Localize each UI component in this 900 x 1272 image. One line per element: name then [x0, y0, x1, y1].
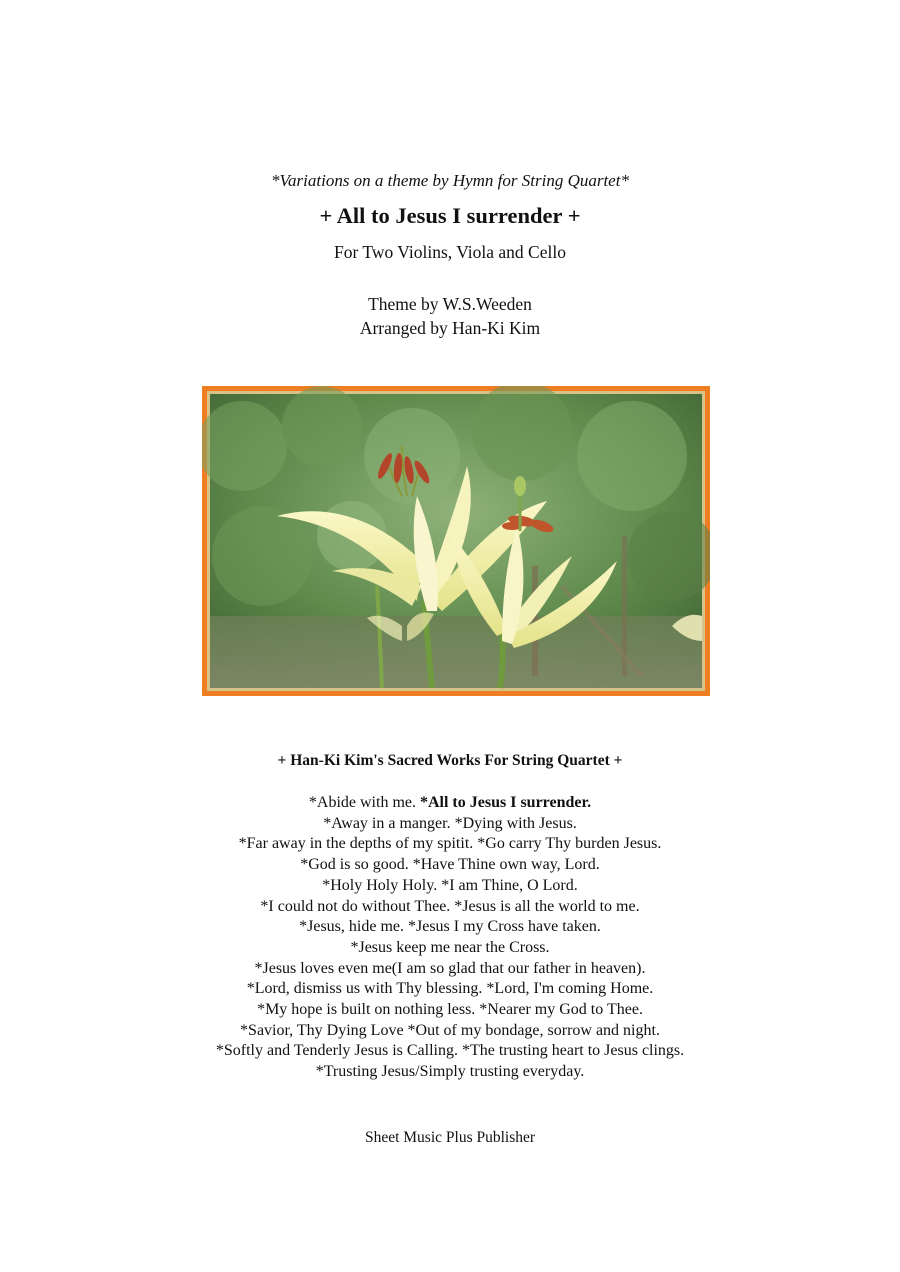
list-item — [0, 1041, 900, 1062]
work-title: *I could not do without Thee. *Jesus is all the world to me. — [260, 897, 640, 915]
list-item — [0, 793, 900, 814]
work-title: *Away in a manger. *Dying with Jesus. — [323, 814, 577, 832]
list-item — [0, 1062, 900, 1083]
work-title: *Softly and Tenderly Jesus is Calling. *The trusting heart to Jesus clings. — [215, 1042, 685, 1060]
list-item — [0, 897, 900, 918]
list-item — [0, 959, 900, 980]
work-title: *Holy Holy Holy. *I am Thine, O Lord. — [322, 876, 578, 894]
list-item — [0, 1000, 900, 1021]
list-item — [0, 917, 900, 938]
work-title: *Savior, Thy Dying Love *Out of my bondage, sorrow and night. — [240, 1021, 660, 1039]
work-title: *Far away in the depths of my spitit. *Go carry Thy burden Jesus. — [238, 835, 662, 853]
works-list — [0, 793, 900, 1083]
work-title: *Jesus loves even me(I am so glad that our father in heaven). — [254, 959, 646, 977]
photo-frame — [202, 386, 710, 696]
list-item — [0, 855, 900, 876]
cover-title: + All to Jesus I surrender + — [319, 203, 581, 228]
list-item — [0, 1021, 900, 1042]
work-title: *Abide with me. — [308, 794, 420, 811]
list-item — [0, 834, 900, 855]
arranger-credit: Arranged by Han-Ki Kim — [359, 318, 541, 338]
list-item — [0, 876, 900, 897]
list-item — [0, 814, 900, 835]
work-title: *Lord, dismiss us with Thy blessing. *Lord, I'm coming Home. — [246, 980, 654, 998]
work-title: *God is so good. *Have Thine own way, Lord. — [300, 856, 600, 874]
list-item — [0, 979, 900, 1000]
current-work-title: *All to Jesus I surrender. — [419, 794, 592, 811]
cover-subtitle: *Variations on a theme by Hymn for String Quartet* — [271, 171, 629, 190]
work-title: *Jesus, hide me. *Jesus I my Cross have taken. — [299, 918, 601, 936]
theme-credit: Theme by W.S.Weeden — [368, 294, 532, 314]
work-title: *Jesus keep me near the Cross. — [350, 938, 550, 956]
work-title: *Trusting Jesus/Simply trusting everyday. — [315, 1063, 585, 1081]
works-heading: + Han-Ki Kim's Sacred Works For String Quartet + — [277, 752, 623, 769]
publisher: Sheet Music Plus Publisher — [364, 1129, 536, 1146]
lily-flowers-photo — [202, 386, 710, 696]
instrumentation: For Two Violins, Viola and Cello — [334, 242, 566, 262]
list-item — [0, 938, 900, 959]
work-title: *My hope is built on nothing less. *Nearer my God to Thee. — [257, 1001, 643, 1019]
